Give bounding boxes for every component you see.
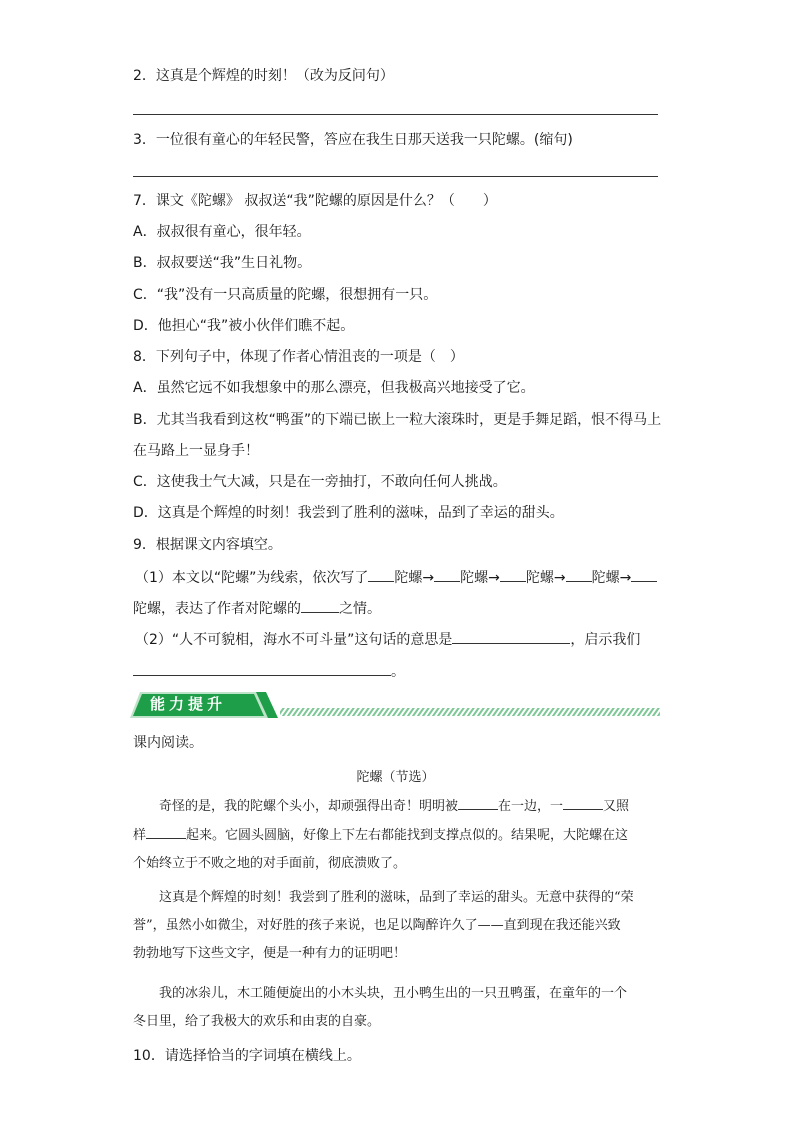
passage-title: 陀螺（节选） — [356, 770, 435, 785]
question-3: 3．一位很有童心的年轻民警，答应在我生日那天送我一只陀螺。(缩句) — [133, 132, 573, 148]
fill-blank[interactable] — [631, 566, 657, 582]
passage-paragraph-3: 我的冰尜儿，木工随便旋出的小木头块，丑小鸭生出的一只丑鸭蛋，在童年的一个 冬日里，给了我极大的欢乐和由衷的自豪。 — [133, 986, 628, 1029]
q8-option-b-cont: 在马路上一显身手！ — [133, 443, 259, 459]
fill-blank[interactable] — [434, 566, 460, 582]
q9-part-1: （1）本文以“陀螺”为线索，依次写了 陀螺→ 陀螺→ 陀螺→ 陀螺→ — [135, 566, 657, 588]
q7-option-a: A．叔叔很有童心，很年轻。 — [133, 224, 311, 240]
fill-blank[interactable] — [566, 566, 592, 582]
question-9: 9．根据课文内容填空。 — [133, 537, 282, 553]
question-10: 10．请选择恰当的字词填在横线上。 — [133, 1048, 361, 1064]
question-2: 2．这真是个辉煌的时刻！（改为反问句） — [133, 68, 394, 84]
q8-option-a: A．虽然它远不如我想象中的那么漂亮，但我极高兴地接受了它。 — [133, 380, 535, 396]
q9-part-1-cont: 陀螺，表达了作者对陀螺的 之情。 — [133, 597, 381, 619]
fill-blank[interactable] — [133, 660, 391, 676]
q8-option-c: C．这使我士气大减，只是在一旁抽打，不敢向任何人挑战。 — [133, 474, 507, 490]
passage-paragraph-2: 这真是个辉煌的时刻！我尝到了胜利的滋味，品到了幸运的甜头。无意中获得的“荣 誉”，虽然小如微尘，对好胜的孩子来说，也足以陶醉许久了——直到现在我还能兴致 勃勃地写下这些文字，便是一种有力的证明吧！ — [133, 890, 634, 961]
answer-line-3[interactable] — [133, 176, 658, 177]
q7-option-d: D．他担心“我”被小伙伴们瞧不起。 — [133, 318, 355, 334]
fill-blank[interactable] — [368, 566, 394, 582]
section-title: 能力提升 — [150, 695, 227, 713]
question-8: 8．下列句子中，体现了作者心情沮丧的一项是（ ） — [133, 349, 464, 365]
fill-blank[interactable] — [452, 628, 570, 644]
fill-blank[interactable] — [458, 796, 498, 810]
fill-blank[interactable] — [146, 825, 186, 839]
fill-blank[interactable] — [500, 566, 526, 582]
q9-part-2-cont: 。 — [133, 660, 405, 682]
passage-paragraph-1: 奇怪的是，我的陀螺个头小，却顽强得出奇！明明被 在一边，一 又照 样 起来。它圆头圆脑，好像上下左右都能找到支撑点似的。结果呢，大陀螺在这 个始终立于不败之地的对手面前，彻底溃败了。 — [133, 796, 658, 874]
q7-option-c: C．“我”没有一只高质量的陀螺，很想拥有一只。 — [133, 287, 438, 303]
q8-option-b: B．尤其当我看到这枚“鸭蛋”的下端已嵌上一粒大滚珠时，更是手舞足蹈，恨不得马上 — [133, 412, 662, 428]
fill-blank[interactable] — [563, 796, 603, 810]
section-intro: 课内阅读。 — [133, 735, 203, 751]
q8-option-d: D．这真是个辉煌的时刻！我尝到了胜利的滋味，品到了幸运的甜头。 — [133, 505, 564, 521]
q9-part-2: （2）“人不可貌相，海水不可斗量”这句话的意思是 ，启示我们 — [135, 628, 640, 650]
fill-blank[interactable] — [301, 597, 339, 613]
section-banner — [130, 690, 665, 720]
q7-option-b: B．叔叔要送“我”生日礼物。 — [133, 255, 312, 271]
answer-line-2[interactable] — [133, 114, 658, 115]
question-7: 7．课文《陀螺》 叔叔送“我”陀螺的原因是什么？（ ） — [133, 193, 497, 209]
